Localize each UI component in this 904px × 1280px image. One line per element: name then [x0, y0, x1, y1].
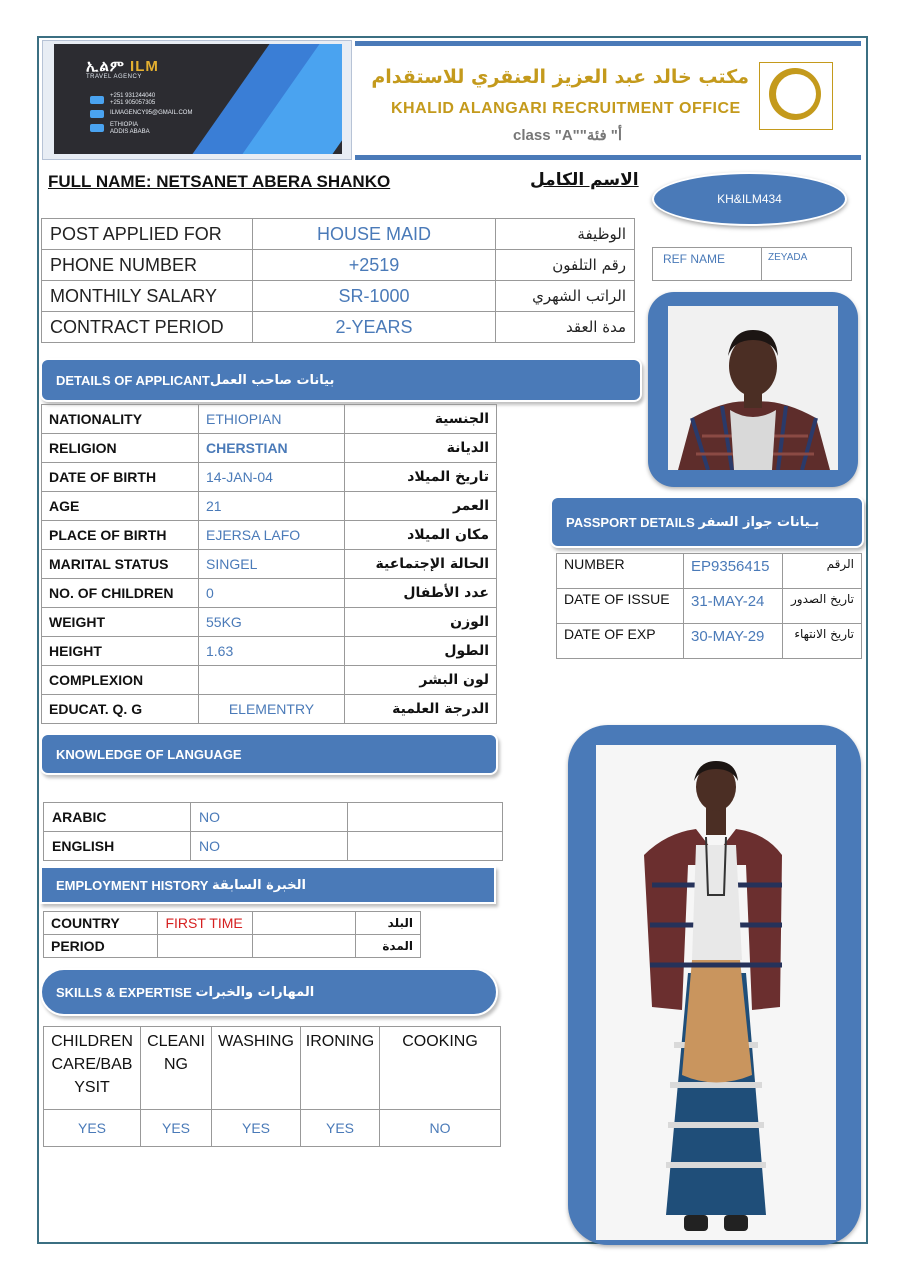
- email-icon: [90, 110, 104, 118]
- passport-label: NUMBER: [557, 554, 684, 589]
- detail-value: 14-JAN-04: [199, 463, 345, 492]
- salary-value: SR-1000: [253, 281, 496, 312]
- employment-value: FIRST TIME: [158, 912, 252, 935]
- agency-phone-1: +251 931244040: [110, 93, 156, 99]
- detail-value: 0: [199, 579, 345, 608]
- detail-label-ar: الحالة الإجتماعية: [345, 550, 497, 579]
- agency-logo-brand: ILM: [130, 58, 159, 75]
- phone-value: +2519: [253, 250, 496, 281]
- ref-name-label: REF NAME: [653, 248, 762, 280]
- detail-value: 55KG: [199, 608, 345, 637]
- detail-label: COMPLEXION: [42, 666, 199, 695]
- salary-label: MONTHILY SALARY: [42, 281, 253, 312]
- phone-label-ar: رقم التلفون: [496, 250, 635, 281]
- table-row: [42, 608, 497, 637]
- agency-email: ILMAGENCY95@GMAIL.COM: [110, 110, 193, 116]
- employment-header-en: EMPLOYMENT HISTORY: [56, 877, 209, 893]
- detail-label-ar: مكان الميلاد: [345, 521, 497, 550]
- office-logo-icon: [759, 62, 833, 130]
- table-row: [557, 554, 862, 589]
- table-row: [42, 637, 497, 666]
- skills-table: [43, 1026, 501, 1147]
- applicant-code: KH&ILM434: [717, 192, 782, 206]
- language-label: ENGLISH: [44, 832, 191, 861]
- skill-value: YES: [141, 1110, 212, 1147]
- post-label: POST APPLIED FOR: [42, 219, 253, 250]
- details-header-en: DETAILS OF APPLICANT: [56, 372, 210, 388]
- passport-header-ar: بـيانات جواز السفر: [698, 514, 820, 530]
- detail-label-ar: الديانة: [345, 434, 497, 463]
- skill-name: WASHING: [212, 1027, 301, 1110]
- agency-logo-text: ኢልም: [86, 58, 125, 75]
- office-name-ar: مكتب خالد عبد العزيز العنقري للاستقدام: [371, 66, 749, 88]
- table-row: [42, 281, 635, 312]
- passport-value: 30-MAY-29: [684, 624, 783, 659]
- details-section-header: [40, 358, 642, 402]
- skill-value: YES: [301, 1110, 380, 1147]
- employment-label-ar: البلد: [356, 912, 421, 935]
- passport-label: DATE OF EXP: [557, 624, 684, 659]
- detail-value: CHERSTIAN: [199, 434, 345, 463]
- table-row: [42, 521, 497, 550]
- language-section-header: [40, 733, 498, 775]
- full-name-ar-label: الاسم الكامل: [530, 170, 639, 190]
- table-row: [44, 935, 421, 958]
- location-icon: [90, 124, 104, 132]
- table-row: [557, 589, 862, 624]
- ref-name-box: [652, 247, 852, 281]
- phone-label: PHONE NUMBER: [42, 250, 253, 281]
- detail-value: EJERSA LAFO: [199, 521, 345, 550]
- contract-label-ar: مدة العقد: [496, 312, 635, 343]
- detail-value: SINGEL: [199, 550, 345, 579]
- employment-value: [158, 935, 252, 958]
- detail-label-ar: الوزن: [345, 608, 497, 637]
- skill-value: NO: [380, 1110, 501, 1147]
- detail-label-ar: العمر: [345, 492, 497, 521]
- agency-phone-2: +251 905057305: [110, 100, 156, 106]
- passport-value: EP9356415: [684, 554, 783, 589]
- employment-table: [43, 911, 421, 958]
- table-row: [44, 832, 503, 861]
- table-row: [42, 250, 635, 281]
- full-body-photo: [596, 745, 836, 1240]
- employment-label-ar: المدة: [356, 935, 421, 958]
- employment-section-header: [40, 866, 496, 904]
- agency-card-inner: [54, 44, 342, 154]
- detail-label: HEIGHT: [42, 637, 199, 666]
- agency-country: ETHIOPIA: [110, 122, 139, 128]
- detail-label: NO. OF CHILDREN: [42, 579, 199, 608]
- table-row: [44, 803, 503, 832]
- detail-value: [199, 666, 345, 695]
- full-name: FULL NAME: NETSANET ABERA SHANKO: [48, 172, 391, 191]
- ref-name-value: ZEYADA: [768, 252, 808, 263]
- skill-name: IRONING: [301, 1027, 380, 1110]
- post-value: HOUSE MAID: [253, 219, 496, 250]
- detail-label-ar: الطول: [345, 637, 497, 666]
- detail-value: ELEMENTRY: [199, 695, 345, 724]
- detail-label-ar: تاريخ الميلاد: [345, 463, 497, 492]
- skill-name: CHILDREN CARE/BABYSIT: [44, 1027, 141, 1110]
- table-row: [42, 579, 497, 608]
- detail-label-ar: الجنسية: [345, 405, 497, 434]
- table-row: [42, 695, 497, 724]
- table-row: [42, 492, 497, 521]
- detail-label: AGE: [42, 492, 199, 521]
- passport-value: 31-MAY-24: [684, 589, 783, 624]
- language-value: NO: [191, 832, 348, 861]
- passport-section-header: [550, 496, 864, 548]
- portrait-photo: [668, 306, 838, 470]
- contract-value: 2-YEARS: [253, 312, 496, 343]
- post-label-ar: الوظيفة: [496, 219, 635, 250]
- office-name-en: KHALID ALANGARI RECRUITMENT OFFICE: [391, 100, 741, 117]
- table-row: [44, 912, 421, 935]
- table-row: [44, 1110, 501, 1147]
- table-row: [42, 550, 497, 579]
- passport-label-ar: تاريخ الانتهاء: [783, 624, 862, 659]
- table-row: [42, 666, 497, 695]
- office-class: class "A""أ" فئة: [513, 127, 623, 144]
- detail-label: EDUCAT. Q. G: [42, 695, 199, 724]
- applicant-details-table: [41, 404, 497, 724]
- passport-label-ar: الرقم: [783, 554, 862, 589]
- empty-cell: [252, 912, 356, 935]
- table-row: [557, 624, 862, 659]
- table-row: [42, 405, 497, 434]
- employment-header-ar: الخبرة السابقة: [212, 877, 306, 893]
- skill-value: YES: [44, 1110, 141, 1147]
- phone-icon: [90, 96, 104, 104]
- table-row: [42, 434, 497, 463]
- empty-cell: [348, 832, 503, 861]
- skill-name: COOKING: [380, 1027, 501, 1110]
- detail-value: ETHIOPIAN: [199, 405, 345, 434]
- detail-value: 1.63: [199, 637, 345, 666]
- table-row: [42, 463, 497, 492]
- employment-label: PERIOD: [44, 935, 158, 958]
- agency-logo: [86, 58, 159, 75]
- detail-label-ar: الدرجة العلمية: [345, 695, 497, 724]
- detail-label: WEIGHT: [42, 608, 199, 637]
- empty-cell: [348, 803, 503, 832]
- detail-label: RELIGION: [42, 434, 199, 463]
- passport-header-en: PASSPORT DETAILS: [566, 514, 695, 530]
- salary-label-ar: الراتب الشهري: [496, 281, 635, 312]
- skill-value: YES: [212, 1110, 301, 1147]
- office-header: [355, 41, 861, 160]
- table-row: [44, 1027, 501, 1110]
- table-row: [42, 219, 635, 250]
- agency-city: ADDIS ABABA: [110, 129, 150, 135]
- language-value: NO: [191, 803, 348, 832]
- post-info-table: [41, 218, 635, 343]
- language-table: [43, 802, 503, 861]
- contract-label: CONTRACT PERIOD: [42, 312, 253, 343]
- empty-cell: [252, 935, 356, 958]
- employment-label: COUNTRY: [44, 912, 158, 935]
- skills-header-en: SKILLS & EXPERTISE: [56, 984, 192, 1000]
- detail-label-ar: عدد الأطفال: [345, 579, 497, 608]
- skills-header-ar: المهارات والخبرات: [195, 984, 315, 1000]
- detail-label: DATE OF BIRTH: [42, 463, 199, 492]
- detail-label-ar: لون البشر: [345, 666, 497, 695]
- detail-value: 21: [199, 492, 345, 521]
- applicant-code-badge: [652, 172, 847, 226]
- detail-label: PLACE OF BIRTH: [42, 521, 199, 550]
- detail-label: MARITAL STATUS: [42, 550, 199, 579]
- detail-label: NATIONALITY: [42, 405, 199, 434]
- passport-label: DATE OF ISSUE: [557, 589, 684, 624]
- language-header: KNOWLEDGE OF LANGUAGE: [56, 746, 242, 762]
- details-header-ar: بيانات صاحب العمل: [209, 372, 335, 388]
- passport-label-ar: تاريخ الصدور: [783, 589, 862, 624]
- passport-table: [556, 553, 862, 659]
- agency-subtitle: TRAVEL AGENCY: [86, 74, 142, 80]
- skill-name: CLEANING: [141, 1027, 212, 1110]
- skills-section-header: [40, 968, 498, 1016]
- table-row: [42, 312, 635, 343]
- language-label: ARABIC: [44, 803, 191, 832]
